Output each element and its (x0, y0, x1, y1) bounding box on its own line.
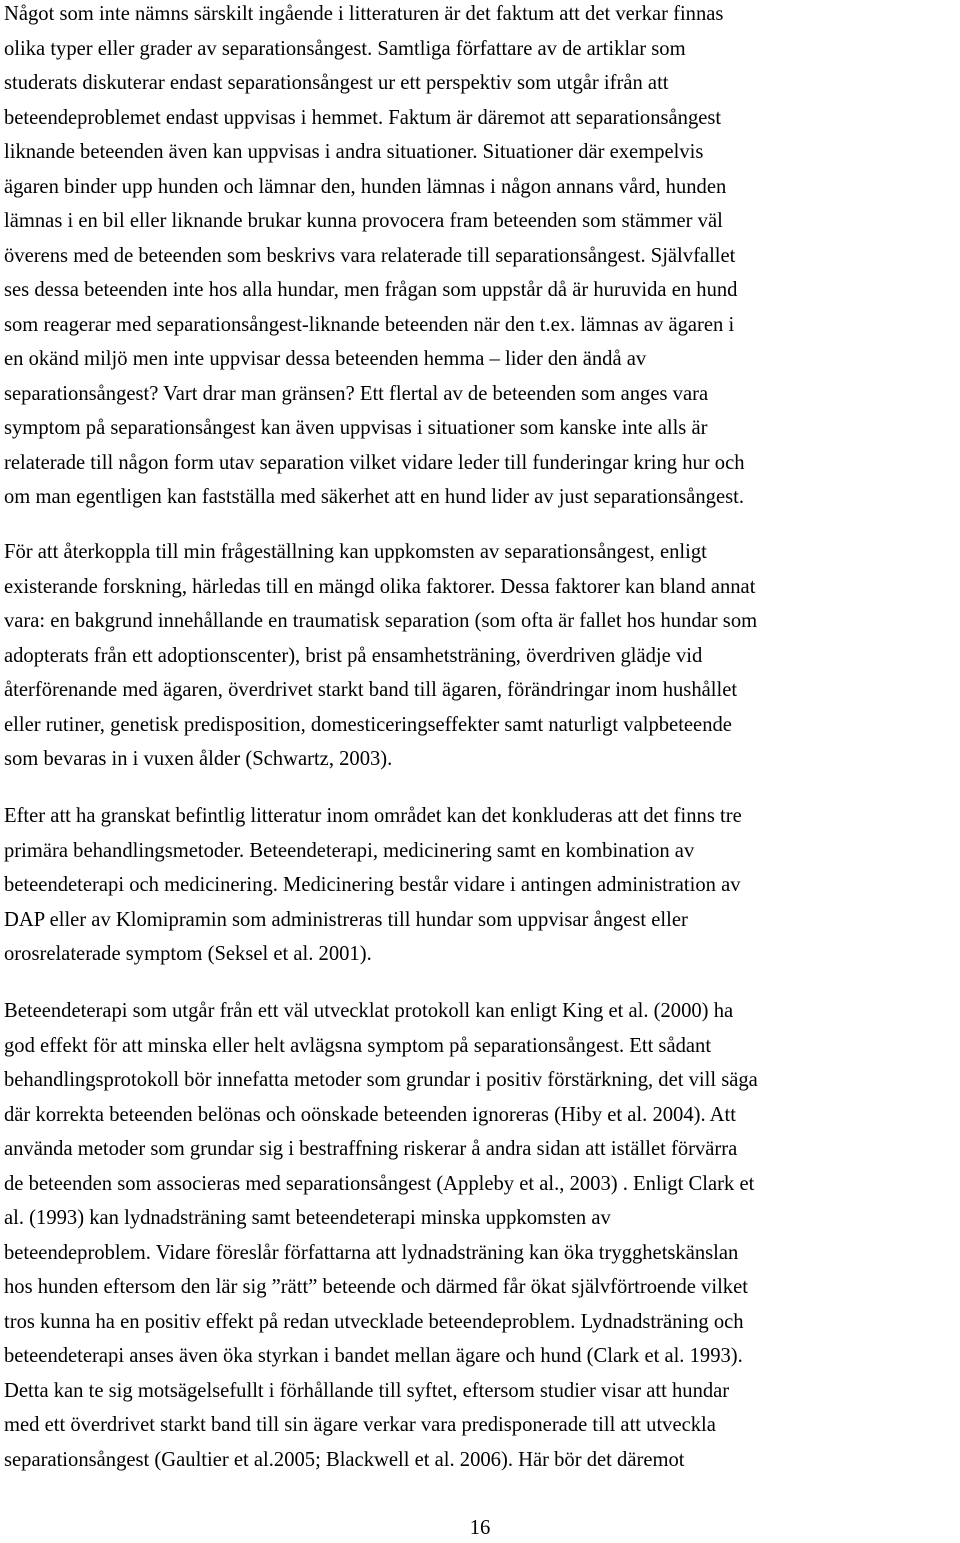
text-line: med ett överdrivet starkt band till sin ägare verkar vara predisponerade till att utveckla (4, 1414, 716, 1436)
text-line: existerande forskning, härledas till en mängd olika faktorer. Dessa faktorer kan bland annat (4, 575, 756, 598)
text-line: beteendeterapi och medicinering. Medicinering består vidare i antingen administration av (4, 874, 741, 896)
text-line: ses dessa beteenden inte hos alla hundar, men frågan som uppstår då är huruvida en hund (4, 279, 738, 301)
text-line: För att återkoppla till min frågeställning kan uppkomsten av separationsångest, enligt (4, 541, 707, 563)
page-number: 16 (469, 1517, 491, 1539)
text-line: orosrelaterade symptom (Seksel et al. 2001). (4, 943, 372, 965)
text-line: om man egentligen kan fastställa med säkerhet att en hund lider av just separationsångest. (4, 486, 745, 508)
text-line: vara: en bakgrund innehållande en traumatisk separation (som ofta är fallet hos hundar som (4, 610, 758, 632)
paragraph-4 (4, 994, 960, 1477)
text-line: Något som inte nämns särskilt ingående i litteraturen är det faktum att det verkar finnas (4, 3, 724, 25)
text-line: lämnas i en bil eller liknande brukar kunna provocera fram beteenden som stämmer väl (4, 210, 723, 232)
text-line: där korrekta beteenden belönas och oönskade beteenden ignoreras (Hiby et al. 2004). Att (4, 1103, 736, 1126)
paragraph-1 (4, 0, 960, 515)
text-line: hos hunden eftersom den lär sig ”rätt” beteende och därmed får ökat självförtroende vilket (4, 1276, 748, 1298)
text-line: beteendeproblem. Vidare föreslår författarna att lydnadsträning kan öka trygghetskänslan (4, 1241, 739, 1264)
text-line: symptom på separationsångest kan även uppvisas i situationer som kanske inte alls är (4, 417, 708, 439)
text-line: separationsångest? Vart drar man gränsen? Ett flertal av de beteenden som anges vara (4, 382, 709, 405)
text-line: beteendeproblemet endast uppvisas i hemmet. Faktum är däremot att separationsångest (4, 106, 722, 129)
text-line: DAP eller av Klomipramin som administreras till hundar som uppvisar ångest eller (4, 908, 688, 931)
text-line: Efter att ha granskat befintlig litteratur inom området kan det konkluderas att det finns tre (4, 805, 742, 827)
text-line: olika typer eller grader av separationsångest. Samtliga författare av de artiklar som (4, 37, 686, 60)
text-line: de beteenden som associeras med separationsångest (Appleby et al., 2003) . Enligt Clark et (4, 1172, 755, 1195)
text-line: Beteendeterapi som utgår från ett väl utvecklat protokoll kan enligt King et al. (2000) ha (4, 1000, 734, 1022)
text-line: separationsångest (Gaultier et al.2005; Blackwell et al. 2006). Här bör det däremot (4, 1448, 685, 1471)
text-line: använda metoder som grundar sig i bestraffning riskerar å andra sidan att istället förvärra (4, 1138, 738, 1160)
text-line: Detta kan te sig motsägelsefullt i förhållande till syftet, eftersom studier visar att hundar (4, 1379, 730, 1402)
text-line: återförenande med ägaren, överdrivet starkt band till ägaren, förändringar inom hushållet (4, 679, 738, 701)
text-line: behandlingsprotokoll bör innefatta metoder som grundar i positiv förstärkning, det vill säga (4, 1069, 758, 1091)
text-line: överens med de beteenden som beskrivs vara relaterade till separationsångest. Självfallet (4, 244, 736, 267)
paragraph-3 (4, 799, 960, 972)
text-line: relaterade till någon form utav separation vilket vidare leder till funderingar kring hur och (4, 451, 745, 474)
text-line: tros kunna ha en positiv effekt på redan utvecklade beteendeproblem. Lydnadsträning och (4, 1310, 744, 1333)
text-line: al. (1993) kan lydnadsträning samt beteendeterapi minska uppkomsten av (4, 1207, 611, 1229)
paragraph-2 (4, 535, 960, 777)
text-line: som bevaras in i vuxen ålder (Schwartz, 2003). (4, 748, 393, 770)
text-line: beteendeterapi anses även öka styrkan i bandet mellan ägare och hund (Clark et al. 1993). (4, 1345, 743, 1367)
text-line: ägaren binder upp hunden och lämnar den, hunden lämnas i någon annans vård, hunden (4, 175, 727, 198)
text-line: eller rutiner, genetisk predisposition, domesticeringseffekter samt naturligt valpbeteende (4, 713, 732, 736)
text-line: primära behandlingsmetoder. Beteendeterapi, medicinering samt en kombination av (4, 839, 695, 862)
text-line: en okänd miljö men inte uppvisar dessa beteenden hemma – lider den ändå av (4, 348, 647, 370)
text-line: som reagerar med separationsångest-liknande beteenden när den t.ex. lämnas av ägaren i (4, 313, 735, 336)
text-line: god effekt för att minska eller helt avlägsna symptom på separationsångest. Ett sådant (4, 1034, 712, 1057)
text-line: adopterats från ett adoptionscenter), brist på ensamhetsträning, överdriven glädje vid (4, 644, 703, 667)
text-line: studerats diskuterar endast separationsångest ur ett perspektiv som utgår ifrån att (4, 72, 669, 94)
text-line: liknande beteenden även kan uppvisas i andra situationer. Situationer där exempelvis (4, 141, 704, 163)
